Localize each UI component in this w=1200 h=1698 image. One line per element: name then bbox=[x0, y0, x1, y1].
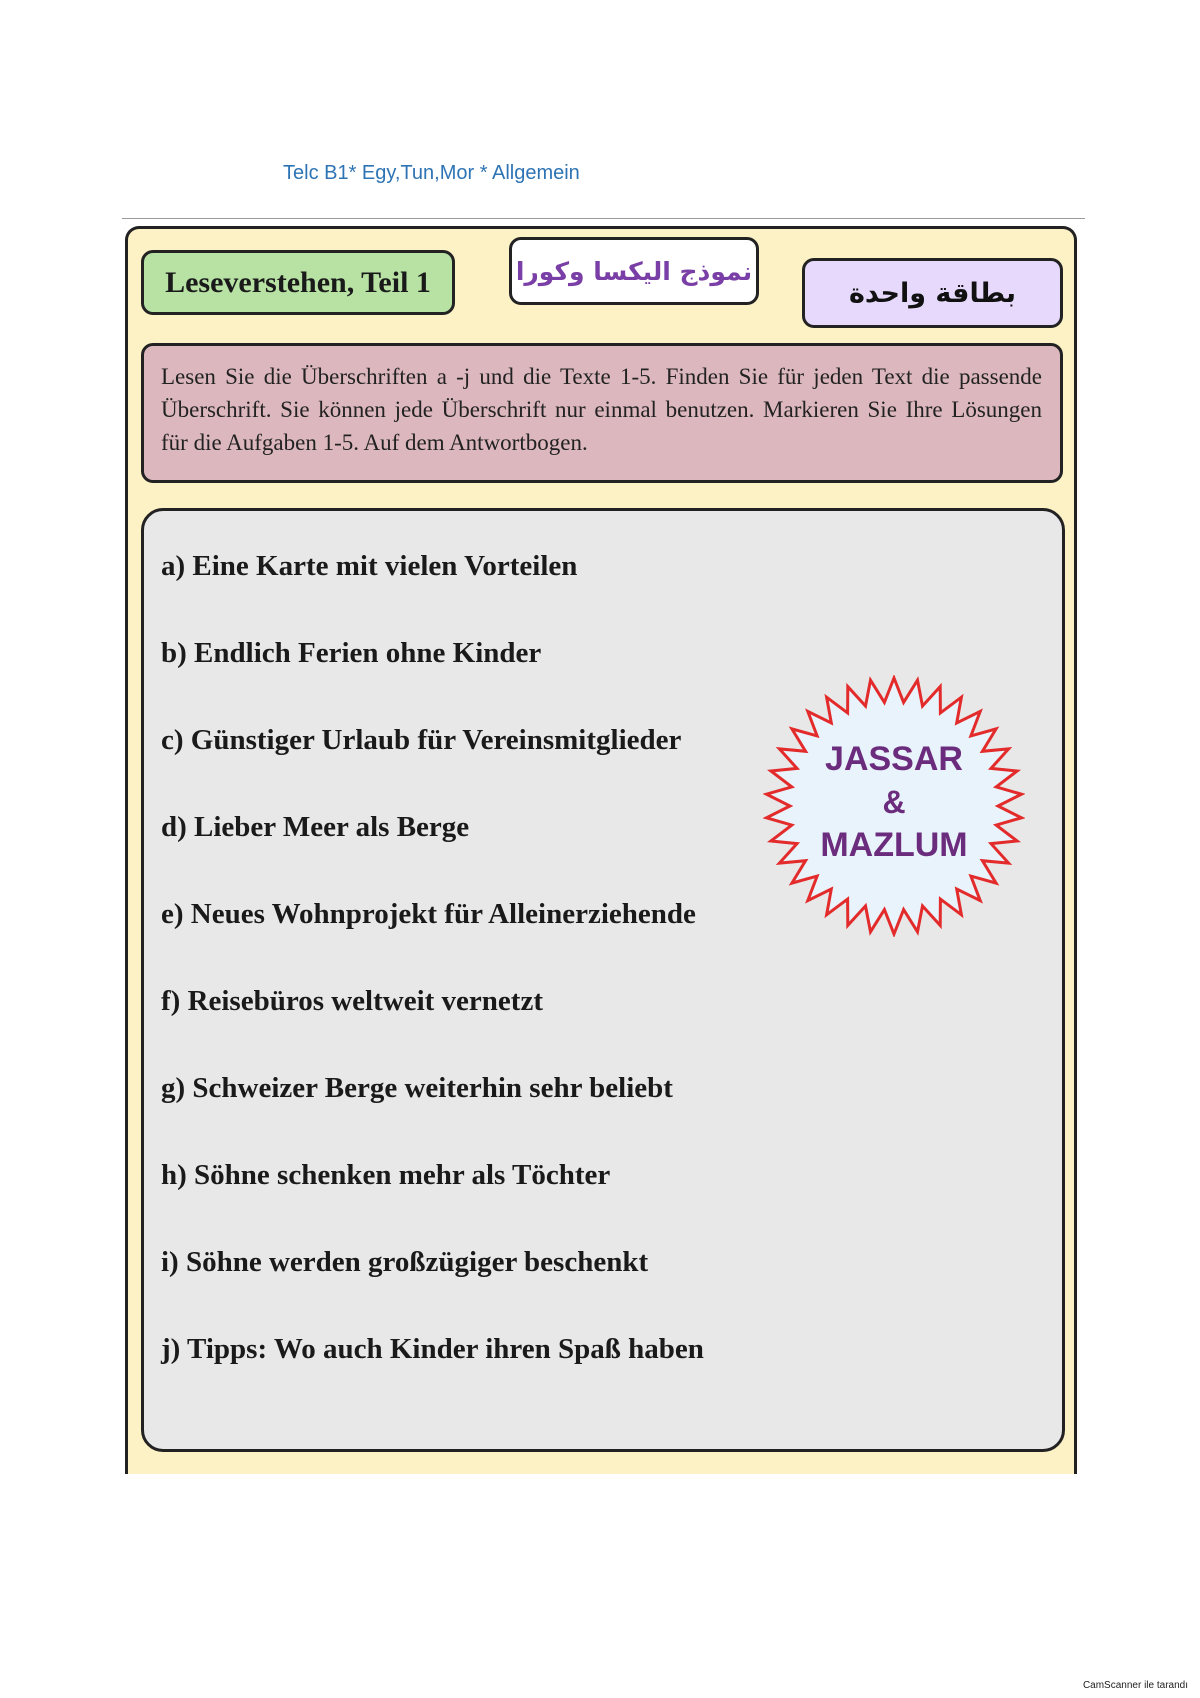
heading-item-i: i) Söhne werden großzügiger beschenkt bbox=[161, 1246, 649, 1278]
instructions-box bbox=[141, 343, 1063, 483]
heading-item-h: h) Söhne schenken mehr als Töchter bbox=[161, 1159, 611, 1191]
heading-item-c: c) Günstiger Urlaub für Vereinsmitglieder bbox=[161, 724, 682, 756]
heading-item-d: d) Lieber Meer als Berge bbox=[161, 811, 470, 843]
stamp-line-3: MAZLUM bbox=[820, 826, 968, 864]
heading-item-j: j) Tipps: Wo auch Kinder ihren Spaß haben bbox=[161, 1333, 704, 1365]
heading-item-f: f) Reisebüros weltweit vernetzt bbox=[161, 985, 543, 1017]
document-header: Telc B1* Egy,Tun,Mor * Allgemein bbox=[283, 162, 580, 184]
scanner-footer: CamScanner ile tarandı bbox=[1082, 1680, 1188, 1691]
instructions-text: Lesen Sie die Überschriften a -j und die Texte 1-5. Finden Sie für jeden Text die passende Überschrift. Sie können jede Überschrift nur einmal benutzen. Markieren Sie Ihre Lösungen für die Aufgaben 1-5. Auf dem Antwortbogen. bbox=[161, 364, 1042, 455]
model-label: نموذج اليكسا وكورا bbox=[509, 237, 759, 305]
header-divider bbox=[122, 218, 1085, 219]
heading-item-g: g) Schweizer Berge weiterhin sehr beliebt bbox=[161, 1072, 673, 1104]
heading-item-b: b) Endlich Ferien ohne Kinder bbox=[161, 637, 542, 669]
stamp-line-2: & bbox=[882, 784, 906, 820]
stamp-line-1: JASSAR bbox=[825, 740, 963, 778]
heading-item-e: e) Neues Wohnprojekt für Alleinerziehende bbox=[161, 898, 696, 930]
section-title: Leseverstehen, Teil 1 bbox=[141, 250, 455, 315]
jassar-mazlum-stamp bbox=[763, 675, 1025, 937]
heading-item-a: a) Eine Karte mit vielen Vorteilen bbox=[161, 550, 578, 582]
card-label: بطاقة واحدة bbox=[802, 258, 1063, 328]
